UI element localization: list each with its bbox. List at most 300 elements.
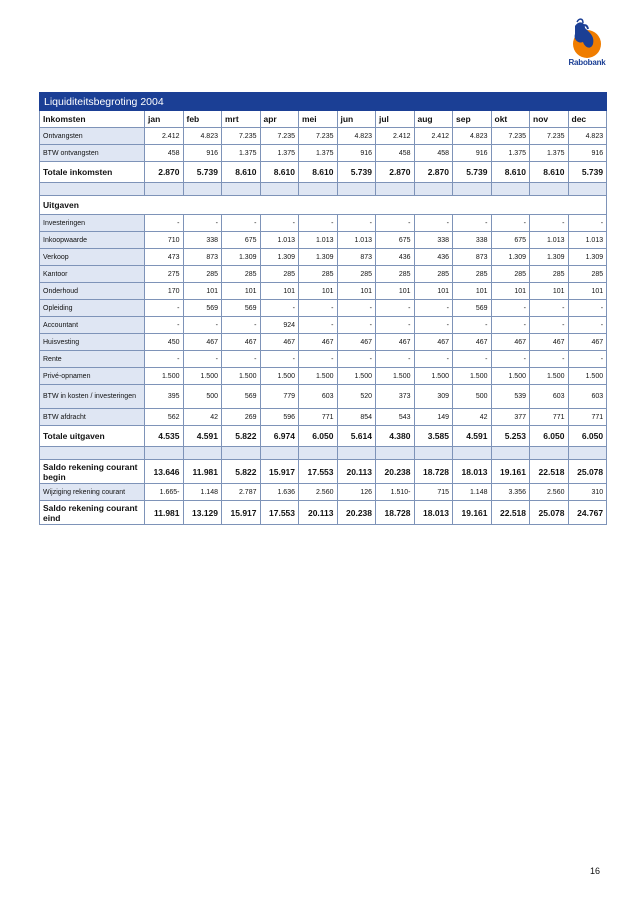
total-row — [40, 426, 607, 447]
value-cell: 285 — [453, 266, 492, 283]
value-cell: 458 — [145, 145, 184, 162]
row-label: Saldo rekening courant eind — [40, 501, 145, 525]
value-cell: 5.822 — [222, 460, 261, 484]
row-label: Huisvesting — [40, 334, 145, 351]
table-title-row — [40, 93, 607, 111]
value-cell: 603 — [568, 385, 607, 409]
value-cell: 569 — [222, 300, 261, 317]
value-cell: 771 — [299, 409, 338, 426]
value-cell: 5.614 — [337, 426, 376, 447]
header-month: nov — [530, 111, 569, 128]
value-cell: - — [183, 317, 222, 334]
value-cell: 269 — [222, 409, 261, 426]
value-cell: 4.823 — [453, 128, 492, 145]
value-cell: 25.078 — [530, 501, 569, 525]
header-month: aug — [414, 111, 453, 128]
value-cell: 710 — [145, 232, 184, 249]
value-cell: 285 — [414, 266, 453, 283]
row-label: Totale uitgaven — [40, 426, 145, 447]
value-cell: - — [530, 300, 569, 317]
value-cell: - — [376, 351, 415, 368]
value-cell: 285 — [222, 266, 261, 283]
value-cell: 338 — [414, 232, 453, 249]
value-cell: 596 — [260, 409, 299, 426]
value-cell: 8.610 — [299, 162, 338, 183]
value-cell: 1.013 — [568, 232, 607, 249]
value-cell: 569 — [222, 385, 261, 409]
rabobank-wordmark: Rabobank — [568, 58, 606, 67]
value-cell: 4.823 — [337, 128, 376, 145]
value-cell: 15.917 — [260, 460, 299, 484]
value-cell: - — [376, 300, 415, 317]
value-cell: 436 — [376, 249, 415, 266]
value-cell: 675 — [222, 232, 261, 249]
value-cell: 5.739 — [568, 162, 607, 183]
value-cell: 6.050 — [568, 426, 607, 447]
value-cell: - — [414, 351, 453, 368]
spacer-cell — [183, 183, 222, 196]
value-cell: - — [568, 317, 607, 334]
value-cell: 1.013 — [337, 232, 376, 249]
value-cell: 101 — [530, 283, 569, 300]
spacer-cell — [376, 183, 415, 196]
table-row — [40, 368, 607, 385]
value-cell: 2.412 — [145, 128, 184, 145]
value-cell: 467 — [337, 334, 376, 351]
row-label: Investeringen — [40, 215, 145, 232]
spacer-cell — [183, 447, 222, 460]
header-month: apr — [260, 111, 299, 128]
value-cell: - — [491, 317, 530, 334]
spacer-cell — [260, 183, 299, 196]
table-row — [40, 249, 607, 266]
value-cell: 2.560 — [530, 484, 569, 501]
spacer-cell — [491, 183, 530, 196]
table-header-row — [40, 111, 607, 128]
header-label: Inkomsten — [40, 111, 145, 128]
value-cell: - — [414, 215, 453, 232]
value-cell: 467 — [530, 334, 569, 351]
row-label: BTW in kosten / investeringen — [40, 385, 145, 409]
row-label: Verkoop — [40, 249, 145, 266]
value-cell: 17.553 — [260, 501, 299, 525]
value-cell: - — [568, 300, 607, 317]
value-cell: - — [222, 351, 261, 368]
header-month: sep — [453, 111, 492, 128]
value-cell: - — [222, 317, 261, 334]
value-cell: 873 — [183, 249, 222, 266]
value-cell: 458 — [414, 145, 453, 162]
value-cell: 25.078 — [568, 460, 607, 484]
value-cell: 1.500 — [568, 368, 607, 385]
value-cell: 285 — [183, 266, 222, 283]
spacer-row — [40, 447, 607, 460]
value-cell: 924 — [260, 317, 299, 334]
value-cell: 101 — [260, 283, 299, 300]
table-row — [40, 266, 607, 283]
header-month: jun — [337, 111, 376, 128]
value-cell: 436 — [414, 249, 453, 266]
row-label: Rente — [40, 351, 145, 368]
value-cell: - — [145, 300, 184, 317]
value-cell: 24.767 — [568, 501, 607, 525]
value-cell: 42 — [183, 409, 222, 426]
value-cell: 285 — [299, 266, 338, 283]
value-cell: 5.739 — [453, 162, 492, 183]
row-label: Opleiding — [40, 300, 145, 317]
value-cell: 467 — [491, 334, 530, 351]
value-cell: 1.500 — [337, 368, 376, 385]
spacer-cell — [453, 447, 492, 460]
value-cell: 1.500 — [414, 368, 453, 385]
spacer-cell — [222, 447, 261, 460]
value-cell: 1.375 — [222, 145, 261, 162]
value-cell: 101 — [222, 283, 261, 300]
value-cell: 1.148 — [453, 484, 492, 501]
value-cell: - — [414, 317, 453, 334]
value-cell: 101 — [568, 283, 607, 300]
value-cell: 1.148 — [183, 484, 222, 501]
value-cell: 13.129 — [183, 501, 222, 525]
value-cell: - — [299, 215, 338, 232]
value-cell: 5.739 — [183, 162, 222, 183]
value-cell: 4.823 — [568, 128, 607, 145]
spacer-cell — [530, 447, 569, 460]
header-month: jan — [145, 111, 184, 128]
value-cell: - — [376, 215, 415, 232]
value-cell: - — [145, 215, 184, 232]
value-cell: - — [453, 351, 492, 368]
value-cell: - — [145, 351, 184, 368]
header-month: mei — [299, 111, 338, 128]
value-cell: 500 — [453, 385, 492, 409]
spacer-cell — [260, 447, 299, 460]
spacer-cell — [40, 447, 145, 460]
row-label: Accountant — [40, 317, 145, 334]
value-cell: 1.500 — [453, 368, 492, 385]
header-month: okt — [491, 111, 530, 128]
total-row — [40, 162, 607, 183]
value-cell: - — [491, 300, 530, 317]
value-cell: 18.728 — [414, 460, 453, 484]
value-cell: 467 — [453, 334, 492, 351]
value-cell: 285 — [337, 266, 376, 283]
value-cell: - — [568, 215, 607, 232]
value-cell: - — [260, 300, 299, 317]
value-cell: 1.309 — [530, 249, 569, 266]
value-cell: 2.870 — [376, 162, 415, 183]
value-cell: - — [453, 317, 492, 334]
total-row — [40, 501, 607, 525]
spacer-cell — [376, 447, 415, 460]
value-cell: 916 — [337, 145, 376, 162]
row-label: BTW ontvangsten — [40, 145, 145, 162]
value-cell: 1.375 — [299, 145, 338, 162]
value-cell: 101 — [299, 283, 338, 300]
value-cell: - — [222, 215, 261, 232]
value-cell: 4.535 — [145, 426, 184, 447]
spacer-cell — [145, 447, 184, 460]
value-cell: - — [337, 300, 376, 317]
value-cell: 285 — [530, 266, 569, 283]
value-cell: 8.610 — [491, 162, 530, 183]
value-cell: 20.113 — [337, 460, 376, 484]
value-cell: 18.013 — [453, 460, 492, 484]
value-cell: 101 — [376, 283, 415, 300]
value-cell: 13.646 — [145, 460, 184, 484]
value-cell: 101 — [337, 283, 376, 300]
value-cell: 149 — [414, 409, 453, 426]
value-cell: 1.500 — [260, 368, 299, 385]
spacer-cell — [222, 183, 261, 196]
spacer-cell — [530, 183, 569, 196]
value-cell: 4.591 — [183, 426, 222, 447]
value-cell: 395 — [145, 385, 184, 409]
table-row — [40, 351, 607, 368]
value-cell: 310 — [568, 484, 607, 501]
row-label: BTW afdracht — [40, 409, 145, 426]
value-cell: 4.591 — [453, 426, 492, 447]
value-cell: 1.500 — [299, 368, 338, 385]
value-cell: 8.610 — [530, 162, 569, 183]
value-cell: 309 — [414, 385, 453, 409]
value-cell: 1.013 — [530, 232, 569, 249]
value-cell: 20.238 — [376, 460, 415, 484]
value-cell: 4.380 — [376, 426, 415, 447]
table-row — [40, 128, 607, 145]
total-row — [40, 460, 607, 484]
header-month: feb — [183, 111, 222, 128]
value-cell: 1.309 — [491, 249, 530, 266]
value-cell: 1.665- — [145, 484, 184, 501]
value-cell: 2.870 — [414, 162, 453, 183]
value-cell: 450 — [145, 334, 184, 351]
row-label: Inkoopwaarde — [40, 232, 145, 249]
spacer-cell — [414, 447, 453, 460]
value-cell: 22.518 — [491, 501, 530, 525]
section-row — [40, 196, 607, 215]
spacer-cell — [337, 183, 376, 196]
spacer-cell — [145, 183, 184, 196]
value-cell: 916 — [453, 145, 492, 162]
value-cell: 126 — [337, 484, 376, 501]
row-label: Wijziging rekening courant — [40, 484, 145, 501]
table-row — [40, 385, 607, 409]
value-cell: 1.309 — [222, 249, 261, 266]
spacer-cell — [40, 183, 145, 196]
value-cell: 8.610 — [260, 162, 299, 183]
row-label: Kantoor — [40, 266, 145, 283]
table-row — [40, 317, 607, 334]
value-cell: 467 — [414, 334, 453, 351]
value-cell: 101 — [453, 283, 492, 300]
row-label: Saldo rekening courant begin — [40, 460, 145, 484]
value-cell: 1.375 — [260, 145, 299, 162]
value-cell: 3.585 — [414, 426, 453, 447]
value-cell: 275 — [145, 266, 184, 283]
value-cell: - — [530, 351, 569, 368]
row-label: Privé-opnamen — [40, 368, 145, 385]
value-cell: 779 — [260, 385, 299, 409]
value-cell: 6.050 — [530, 426, 569, 447]
value-cell: 1.013 — [299, 232, 338, 249]
value-cell: - — [337, 317, 376, 334]
value-cell: 18.013 — [414, 501, 453, 525]
value-cell: 19.161 — [491, 460, 530, 484]
value-cell: 11.981 — [183, 460, 222, 484]
value-cell: - — [530, 215, 569, 232]
value-cell: 467 — [568, 334, 607, 351]
row-label: Onderhoud — [40, 283, 145, 300]
value-cell: 22.518 — [530, 460, 569, 484]
value-cell: 1.510- — [376, 484, 415, 501]
value-cell: 285 — [376, 266, 415, 283]
value-cell: 1.309 — [260, 249, 299, 266]
value-cell: 1.309 — [568, 249, 607, 266]
value-cell: 338 — [453, 232, 492, 249]
value-cell: 1.500 — [491, 368, 530, 385]
value-cell: - — [183, 351, 222, 368]
table-row — [40, 283, 607, 300]
spacer-cell — [299, 447, 338, 460]
value-cell: 916 — [568, 145, 607, 162]
value-cell: 1.500 — [530, 368, 569, 385]
value-cell: 11.981 — [145, 501, 184, 525]
value-cell: 873 — [453, 249, 492, 266]
value-cell: 3.356 — [491, 484, 530, 501]
page-number: 16 — [590, 866, 601, 876]
value-cell: - — [183, 215, 222, 232]
table-title: Liquiditeitsbegroting 2004 — [40, 93, 607, 111]
value-cell: 467 — [183, 334, 222, 351]
value-cell: 17.553 — [299, 460, 338, 484]
value-cell: 101 — [414, 283, 453, 300]
table-row — [40, 409, 607, 426]
value-cell: 473 — [145, 249, 184, 266]
value-cell: 1.375 — [491, 145, 530, 162]
value-cell: 7.235 — [530, 128, 569, 145]
value-cell: 20.113 — [299, 501, 338, 525]
value-cell: 603 — [530, 385, 569, 409]
value-cell: 675 — [491, 232, 530, 249]
spacer-cell — [568, 447, 607, 460]
value-cell: - — [568, 351, 607, 368]
value-cell: 771 — [530, 409, 569, 426]
value-cell: 2.787 — [222, 484, 261, 501]
value-cell: 377 — [491, 409, 530, 426]
value-cell: 8.610 — [222, 162, 261, 183]
value-cell: 916 — [183, 145, 222, 162]
value-cell: - — [337, 215, 376, 232]
value-cell: 467 — [260, 334, 299, 351]
table-row — [40, 215, 607, 232]
value-cell: - — [530, 317, 569, 334]
spacer-cell — [453, 183, 492, 196]
value-cell: - — [491, 351, 530, 368]
value-cell: 170 — [145, 283, 184, 300]
value-cell: 562 — [145, 409, 184, 426]
value-cell: 15.917 — [222, 501, 261, 525]
value-cell: - — [260, 351, 299, 368]
value-cell: 543 — [376, 409, 415, 426]
value-cell: 603 — [299, 385, 338, 409]
value-cell: 1.013 — [260, 232, 299, 249]
value-cell: 285 — [260, 266, 299, 283]
spacer-row — [40, 183, 607, 196]
table-row — [40, 232, 607, 249]
value-cell: 7.235 — [260, 128, 299, 145]
value-cell: 1.500 — [145, 368, 184, 385]
value-cell: - — [145, 317, 184, 334]
value-cell: 4.823 — [183, 128, 222, 145]
value-cell: 2.412 — [376, 128, 415, 145]
spacer-cell — [491, 447, 530, 460]
value-cell: 854 — [337, 409, 376, 426]
spacer-cell — [414, 183, 453, 196]
value-cell: 1.500 — [183, 368, 222, 385]
value-cell: 6.974 — [260, 426, 299, 447]
value-cell: 467 — [222, 334, 261, 351]
value-cell: - — [414, 300, 453, 317]
value-cell: 2.870 — [145, 162, 184, 183]
value-cell: 1.636 — [260, 484, 299, 501]
header-month: mrt — [222, 111, 261, 128]
value-cell: 2.412 — [414, 128, 453, 145]
section-label: Uitgaven — [40, 196, 607, 215]
value-cell: 1.309 — [299, 249, 338, 266]
value-cell: 458 — [376, 145, 415, 162]
value-cell: - — [299, 317, 338, 334]
value-cell: 101 — [491, 283, 530, 300]
value-cell: - — [453, 215, 492, 232]
liquidity-budget-table — [39, 92, 607, 525]
value-cell: 771 — [568, 409, 607, 426]
value-cell: 19.161 — [453, 501, 492, 525]
value-cell: 7.235 — [299, 128, 338, 145]
value-cell: 6.050 — [299, 426, 338, 447]
value-cell: 18.728 — [376, 501, 415, 525]
value-cell: 42 — [453, 409, 492, 426]
value-cell: - — [299, 351, 338, 368]
value-cell: 2.560 — [299, 484, 338, 501]
value-cell: 467 — [299, 334, 338, 351]
row-label: Totale inkomsten — [40, 162, 145, 183]
value-cell: 569 — [453, 300, 492, 317]
row-label: Ontvangsten — [40, 128, 145, 145]
table-row — [40, 334, 607, 351]
table-row — [40, 300, 607, 317]
value-cell: 285 — [568, 266, 607, 283]
value-cell: 285 — [491, 266, 530, 283]
table-row — [40, 484, 607, 501]
value-cell: 1.500 — [222, 368, 261, 385]
value-cell: 539 — [491, 385, 530, 409]
value-cell: 520 — [337, 385, 376, 409]
value-cell: 873 — [337, 249, 376, 266]
value-cell: 715 — [414, 484, 453, 501]
value-cell: 5.739 — [337, 162, 376, 183]
spacer-cell — [299, 183, 338, 196]
value-cell: - — [260, 215, 299, 232]
value-cell: 7.235 — [491, 128, 530, 145]
value-cell: 675 — [376, 232, 415, 249]
value-cell: 101 — [183, 283, 222, 300]
value-cell: 5.822 — [222, 426, 261, 447]
header-month: dec — [568, 111, 607, 128]
value-cell: - — [491, 215, 530, 232]
value-cell: 338 — [183, 232, 222, 249]
value-cell: - — [376, 317, 415, 334]
